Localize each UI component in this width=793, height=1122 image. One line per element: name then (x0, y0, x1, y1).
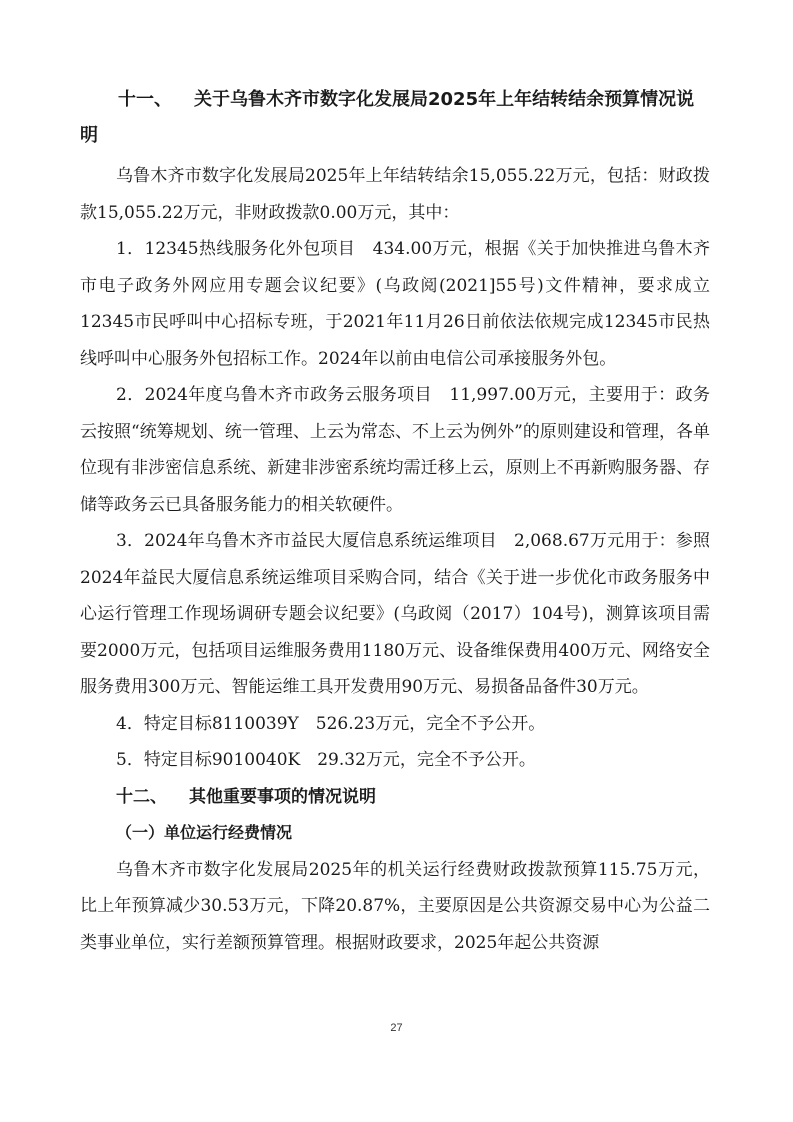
page-number: 27 (390, 1022, 403, 1034)
paragraph-operating-funds: 乌鲁木齐市数字化发展局2025年的机关运行经费财政拨款预算115.75万元，比上年预算减少30.53万元，下降20.87%，主要原因是公共资源交易中心为公益二类事业单位，实行差额预算管理。根据财政要求，2025年起公共资源 (80, 859, 710, 953)
section-12-title: 其他重要事项的情况说明 (189, 786, 376, 807)
paragraph-item-1: 1．12345热线服务化外包项目 434.00万元，根据《关于加快推进乌鲁木齐市电子政务外网应用专题会议纪要》(乌政阅(2021]55号)文件精神，要求成立12345市民呼叫中心招标专班，于2021年11月26日前依法依规完成12345市民热线呼叫中心服务外包招标工作。2024年以前由电信公司承接服务外包。 (80, 239, 710, 369)
paragraph-item-4: 4．特定目标8110039Y 526.23万元，完全不予公开。 (116, 713, 546, 734)
section-11-number: 十一、 (118, 89, 172, 110)
subsection-1-heading: （一）单位运行经费情况 (116, 823, 293, 842)
section-11-title: 关于乌鲁木齐市数字化发展局2025年上年结转结余预算情况说明 (80, 89, 695, 146)
paragraph-item-5: 5．特定目标9010040K 29.32万元，完全不予公开。 (116, 750, 536, 770)
paragraph-item-3: 3．2024年乌鲁木齐市益民大厦信息系统运维项目 2,068.67万元用于：参照2024年益民大厦信息系统运维项目采购合同，结合《关于进一步优化市政务服务中心运行管理工作现场调研专题会议纪要》(乌政阅（2017）104号)，测算该项目需要2000万元，包括项目运维服务费用1180万元、设备维保费用400万元、网络安全服务费用300万元、智能运维工具开发费用90万元、易损备品备件30万元。 (80, 531, 710, 697)
paragraph-summary: 乌鲁木齐市数字化发展局2025年上年结转结余15,055.22万元，包括：财政拨款15,055.22万元，非财政拨款0.00万元，其中： (80, 166, 710, 223)
section-11-heading (80, 82, 710, 154)
document-page (80, 82, 710, 961)
paragraph-item-2: 2．2024年度乌鲁木齐市政务云服务项目 11,997.00万元，主要用于：政务云按照“统筹规划、统一管理、上云为常态、不上云为例外”的原则建设和管理，各单位现有非涉密信息系统、新建非涉密系统均需迁移上云，原则上不再新购服务器、存储等政务云已具备服务能力的相关软硬件。 (80, 385, 710, 515)
section-12-heading (80, 779, 710, 816)
section-12-number: 十二、 (116, 786, 167, 807)
